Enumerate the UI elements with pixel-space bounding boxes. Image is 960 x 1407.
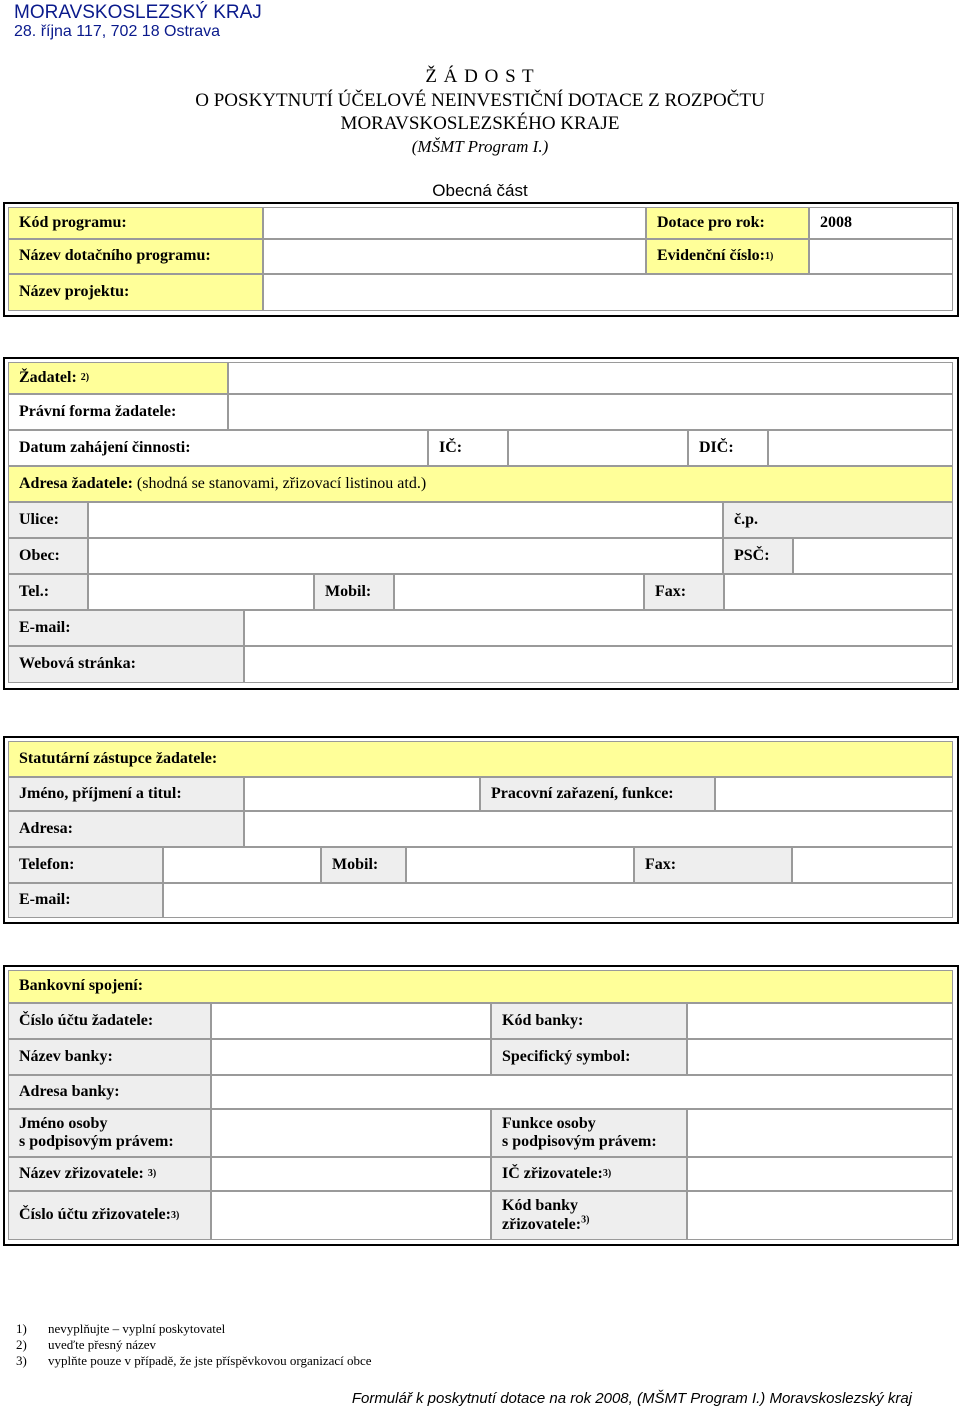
banka-title: Bankovní spojení:: [8, 970, 953, 1003]
fax-field[interactable]: [724, 574, 953, 610]
statutar-section: [3, 736, 959, 924]
org-address: 28. října 117, 702 18 Ostrava: [14, 23, 221, 40]
adresa-banky-field[interactable]: [211, 1075, 953, 1109]
program-section: [3, 202, 959, 317]
nazev-zrizovatele-field[interactable]: [211, 1157, 491, 1191]
psc-field[interactable]: [793, 538, 953, 574]
zadatel-field[interactable]: [228, 362, 953, 394]
ic-field[interactable]: [508, 430, 688, 466]
footnote-text: uveďte přesný název: [48, 1337, 157, 1352]
kod-banky-zrizovatele-label: [491, 1191, 687, 1240]
adresa-banky-label: Adresa banky:: [8, 1075, 211, 1109]
tel-label: Tel.:: [8, 574, 88, 610]
pravni-forma-field[interactable]: [228, 394, 953, 430]
nazev-banky-label: Název banky:: [8, 1039, 211, 1075]
form-program: (MŠMT Program I.): [411, 137, 549, 156]
kod-banky-zr-line1: Kód banky: [502, 1197, 579, 1215]
dic-label: DIČ:: [688, 430, 768, 466]
evidencni-cislo-field[interactable]: [809, 239, 953, 274]
mobil-field[interactable]: [406, 847, 634, 883]
pravni-forma-label: Právní forma žadatele:: [8, 394, 228, 430]
kod-banky-zr-line2-wrap: [502, 1216, 589, 1234]
adresa-zadatele-note: (shodná se stanovami, zřizovací listinou atd.): [136, 474, 427, 492]
email-field[interactable]: [163, 883, 953, 918]
footnote-3: [16, 1353, 372, 1369]
form-title: Ž Á D O S T: [425, 66, 535, 87]
kod-banky-label: Kód banky:: [491, 1003, 687, 1039]
fax-label: Fax:: [634, 847, 792, 883]
section-heading: Obecná část: [432, 181, 528, 200]
nazev-projektu-label: Název projektu:: [8, 274, 263, 311]
zadatel-label: Žadatel: 2): [8, 362, 228, 394]
page-footer: Formulář k poskytnutí dotace na rok 2008, (MŠMT Program I.) Moravskoslezský kraj: [351, 1390, 912, 1407]
footnote-num: 3): [16, 1353, 27, 1368]
funkce-osoby-label: [491, 1109, 687, 1157]
dic-field[interactable]: [768, 430, 953, 466]
cislo-uctu-zrizovatele-label: Číslo účtu zřizovatele: 3): [8, 1191, 211, 1240]
form-subtitle-1: O POSKYTNUTÍ ÚČELOVÉ NEINVESTIČNÍ DOTACE Z ROZPOČTU: [195, 90, 765, 111]
evidencni-cislo-label: Evidenční číslo: 1): [646, 239, 809, 274]
jmeno-osoby-line2: s podpisovým právem:: [19, 1133, 174, 1150]
footnote-ref: 3): [581, 1214, 590, 1226]
telefon-label: Telefon:: [8, 847, 163, 883]
obec-field[interactable]: [88, 538, 723, 574]
footnote-num: 2): [16, 1337, 27, 1352]
nazev-programu-label: Název dotačního programu:: [8, 239, 263, 274]
jmeno-osoby-label: [8, 1109, 211, 1157]
adresa-zadatele-label: [8, 466, 953, 502]
footnote-text: vyplňte pouze v případě, že jste příspěvkovou organizací obce: [48, 1353, 372, 1368]
footnote-2: [16, 1337, 156, 1353]
jmeno-field[interactable]: [244, 777, 480, 811]
specificky-label: Specifický symbol:: [491, 1039, 687, 1075]
adresa-zadatele-text: Adresa žadatele:: [19, 474, 133, 492]
kod-banky-zrizovatele-field[interactable]: [687, 1191, 953, 1240]
tel-field[interactable]: [88, 574, 314, 610]
telefon-field[interactable]: [163, 847, 321, 883]
dotace-rok-value: 2008: [809, 207, 953, 239]
obec-label: Obec:: [8, 538, 88, 574]
nazev-banky-field[interactable]: [211, 1039, 491, 1075]
ic-zrizovatele-field[interactable]: [687, 1157, 953, 1191]
footnote-text: nevyplňujte – vyplní poskytovatel: [48, 1321, 226, 1336]
statutar-title: Statutární zástupce žadatele:: [8, 741, 953, 777]
ic-label: IČ:: [428, 430, 508, 466]
email-field[interactable]: [244, 610, 953, 646]
ulice-label: Ulice:: [8, 502, 88, 538]
cislo-uctu-zrizovatele-text: Číslo účtu zřizovatele:: [19, 1206, 171, 1224]
nazev-zrizovatele-text: Název zřizovatele:: [19, 1164, 144, 1182]
jmeno-osoby-field[interactable]: [211, 1109, 491, 1157]
mobil-label: Mobil:: [314, 574, 394, 610]
mobil-field[interactable]: [394, 574, 644, 610]
fax-field[interactable]: [792, 847, 953, 883]
web-label: Webová stránka:: [8, 646, 244, 683]
cislo-uctu-label: Číslo účtu žadatele:: [8, 1003, 211, 1039]
form-subtitle-2: MORAVSKOSLEZSKÉHO KRAJE: [340, 113, 620, 134]
funkce-osoby-line1: Funkce osoby: [502, 1114, 596, 1132]
ulice-field[interactable]: [88, 502, 723, 538]
email-label: E-mail:: [8, 610, 244, 646]
footnote-1: [16, 1321, 225, 1337]
fax-label: Fax:: [644, 574, 724, 610]
jmeno-osoby-line1: Jméno osoby: [19, 1114, 108, 1132]
kod-programu-field[interactable]: [263, 207, 646, 239]
specificky-field[interactable]: [687, 1039, 953, 1075]
ic-zrizovatele-text: IČ zřizovatele:: [502, 1164, 603, 1182]
web-field[interactable]: [244, 646, 953, 683]
kod-banky-field[interactable]: [687, 1003, 953, 1039]
pracovni-field[interactable]: [715, 777, 953, 811]
dotace-rok-label: Dotace pro rok:: [646, 207, 809, 239]
cislo-uctu-zrizovatele-field[interactable]: [211, 1191, 491, 1240]
nazev-programu-field[interactable]: [263, 239, 646, 274]
email-label: E-mail:: [8, 883, 163, 918]
cp-label: č.p.: [723, 502, 953, 538]
ic-zrizovatele-label: IČ zřizovatele: 3): [491, 1157, 687, 1191]
zadatel-section: [3, 357, 959, 690]
funkce-osoby-field[interactable]: [687, 1109, 953, 1157]
zadatel-text: Žadatel:: [19, 368, 77, 386]
funkce-osoby-line2: s podpisovým právem:: [502, 1133, 657, 1150]
banka-section: [3, 965, 959, 1246]
psc-label: PSČ:: [723, 538, 793, 574]
mobil-label: Mobil:: [321, 847, 406, 883]
adresa-field[interactable]: [244, 811, 953, 847]
footnote-num: 1): [16, 1321, 27, 1336]
org-name: MORAVSKOSLEZSKÝ KRAJ: [14, 2, 262, 23]
evidencni-cislo-text: Evidenční číslo:: [657, 247, 766, 265]
datum-label: Datum zahájení činnosti:: [8, 430, 428, 466]
adresa-label: Adresa:: [8, 811, 244, 847]
kod-programu-label: Kód programu:: [8, 207, 263, 239]
cislo-uctu-field[interactable]: [211, 1003, 491, 1039]
nazev-zrizovatele-label: Název zřizovatele: 3): [8, 1157, 211, 1191]
nazev-projektu-field[interactable]: [263, 274, 953, 311]
pracovni-label: Pracovní zařazení, funkce:: [480, 777, 715, 811]
jmeno-label: Jméno, příjmení a titul:: [8, 777, 244, 811]
kod-banky-zr-line2: zřizovatele:: [502, 1215, 582, 1233]
